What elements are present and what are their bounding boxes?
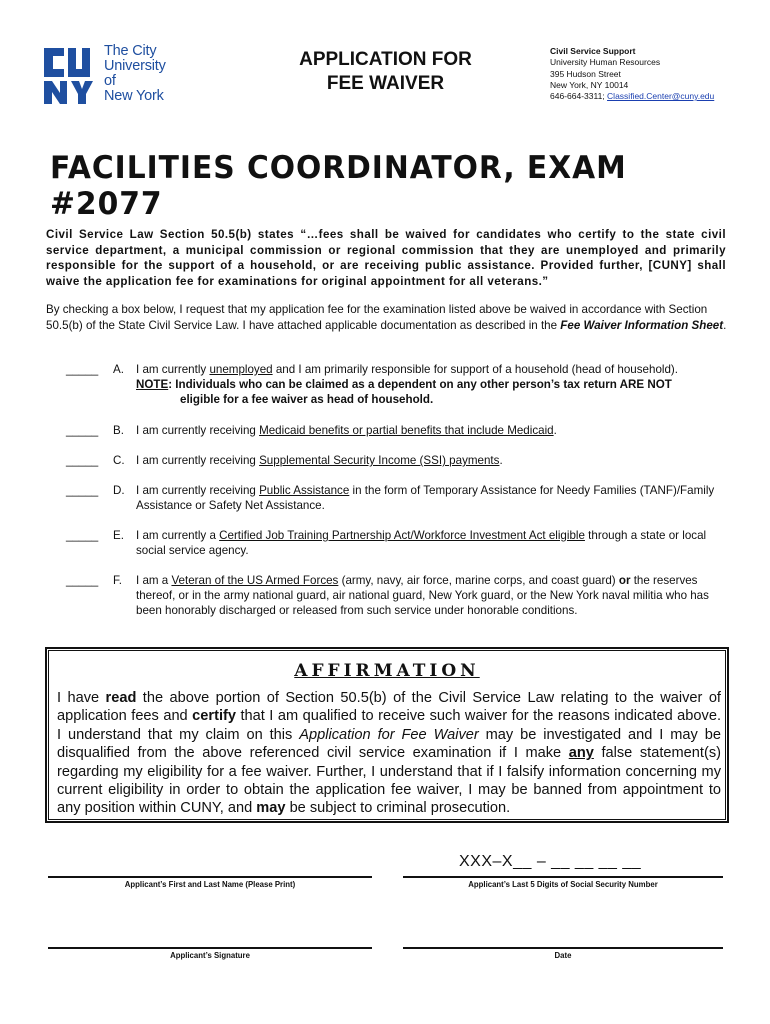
option-letter: D. <box>113 484 125 497</box>
option-letter: B. <box>113 424 124 437</box>
logo-line: New York <box>104 88 164 104</box>
option-e-text <box>136 528 726 558</box>
date-caption: Date <box>554 951 572 960</box>
affirmation-title-text: AFFIRMATION <box>294 661 480 681</box>
option-text: through a state or local social service agency. <box>136 529 707 558</box>
option-a-text <box>136 362 726 408</box>
fee-waiver-sheet-ref: Fee Waiver Information Sheet <box>560 318 724 332</box>
ssn-caption: Applicant’s Last 5 Digits of Social Security Number <box>468 880 658 889</box>
name-caption: Applicant’s First and Last Name (Please Print) <box>124 880 296 889</box>
option-e-criterion: Certified Job Training Partnership Act/Workforce Investment Act eligible <box>219 529 585 542</box>
option-text-or: or <box>618 574 631 587</box>
law-quote: Civil Service Law Section 50.5(b) states “…fees shall be waived for candidates who certify to the state civil service department, a municipal commission or regional commission that they are unemployed and primarily responsible for the support of a household, or are receiving public assistance. Provided further, [CUNY] shall waive the application fee for examinations for original appointment for all veterans.” <box>46 228 726 288</box>
intro-text: By checking a box below, I request that my application fee for the examination listed above be waived in accordance with Section 50.5(b) of the State Civil Service Law. I have attached applicable documentation as described in the <box>46 303 708 332</box>
option-a-criterion: unemployed <box>209 363 273 376</box>
option-letter: C. <box>113 454 125 467</box>
contact-phone: 646-664-3311; <box>550 91 605 102</box>
affirmation-title <box>49 661 725 681</box>
option-b <box>66 423 726 439</box>
affirmation-emph: read <box>105 690 137 706</box>
intro-end: . <box>723 318 727 332</box>
option-f-checkbox-blank[interactable]: _____ <box>66 574 99 587</box>
affirmation-emph: may <box>256 800 286 817</box>
option-c-text <box>136 453 726 468</box>
option-e <box>66 528 726 560</box>
form-title <box>268 48 503 96</box>
option-text: I am currently <box>136 363 210 376</box>
contact-line: University Human Resources <box>550 57 661 68</box>
option-f-criterion: Veteran of the US Armed Forces <box>171 574 339 587</box>
option-d-text <box>136 483 726 513</box>
ssn-input-line[interactable] <box>403 876 723 878</box>
contact-line: New York, NY 10014 <box>550 79 629 90</box>
logo-line: of <box>104 73 116 89</box>
option-d <box>66 483 726 515</box>
logo-line: University <box>104 58 166 74</box>
option-text: . <box>553 424 557 437</box>
option-a-checkbox-blank[interactable]: _____ <box>66 363 99 376</box>
option-text: I am a <box>136 574 172 587</box>
date-input-line[interactable] <box>403 947 723 949</box>
option-text: . <box>499 454 503 467</box>
option-letter: F. <box>113 574 123 587</box>
note-text: eligible for a fee waiver as head of household. <box>180 393 434 407</box>
affirmation-segment: that I am qualified to receive such waiver for the reasons indicated above. I understand that my claim on this <box>57 708 721 743</box>
option-c-criterion: Supplemental Security Income (SSI) payments <box>259 454 500 467</box>
option-text: (army, navy, air force, marine corps, and coast guard) <box>338 574 619 587</box>
affirmation-text <box>57 689 721 818</box>
option-a <box>66 362 726 407</box>
option-text: I am currently receiving <box>136 484 260 497</box>
form-title-line2: FEE WAIVER <box>326 73 445 94</box>
option-b-checkbox-blank[interactable]: _____ <box>66 424 99 437</box>
option-b-text <box>136 423 726 438</box>
logo-wordmark <box>104 44 166 104</box>
affirmation-segment: be subject to criminal prosecution. <box>285 800 511 817</box>
option-b-criterion: Medicaid benefits or partial benefits that include Medicaid <box>259 424 554 437</box>
contact-block <box>550 46 714 102</box>
option-d-checkbox-blank[interactable]: _____ <box>66 484 99 497</box>
contact-phone-email <box>550 91 714 102</box>
option-e-checkbox-blank[interactable]: _____ <box>66 529 99 542</box>
signature-caption: Applicant’s Signature <box>170 951 250 960</box>
affirmation-segment: the above portion of Section 50.5(b) of the Civil Service Law relating to the waiver of application fees and <box>57 690 721 725</box>
intro-paragraph <box>46 302 730 333</box>
option-text: the reserves thereof, or in the army national guard, air national guard, New York guard, or the New York naval militia who has been honorably discharged or released from such service under honorable conditions. <box>136 574 709 618</box>
option-text: I am currently receiving <box>136 454 260 467</box>
name-input-line[interactable] <box>48 876 372 878</box>
affirmation-segment: I have <box>57 690 106 706</box>
contact-heading: Civil Service Support <box>550 46 636 56</box>
affirmation-segment: false statement(s) regarding my eligibility for a fee waiver. Further, I understand that if I falsify information concerning my current eligibility in order to obtain the application fee waiver, I may be banned from appointment to any position within CUNY, and <box>57 745 721 817</box>
contact-line: 395 Hudson Street <box>550 68 621 79</box>
option-c-checkbox-blank[interactable]: _____ <box>66 454 99 467</box>
option-letter: E. <box>113 529 124 542</box>
option-f-text <box>136 573 726 619</box>
affirmation-inner-border <box>48 650 726 820</box>
affirmation-emph: any <box>568 745 594 762</box>
option-d-criterion: Public Assistance <box>259 484 350 497</box>
ssn-template: XXX–X__ – __ __ __ __ <box>459 853 642 870</box>
note-text: : Individuals who can be claimed as a dependent on any other person’s tax return ARE NOT <box>168 378 672 392</box>
option-letter: A. <box>113 363 124 376</box>
contact-email-link[interactable]: Classified.Center@cuny.edu <box>607 91 715 102</box>
cuny-logo-mark <box>42 44 98 106</box>
signature-input-line[interactable] <box>48 947 372 949</box>
option-f <box>66 573 726 637</box>
cuny-logo <box>42 44 172 106</box>
option-text: in the form of Temporary Assistance for Needy Families (TANF)/Family Assistance or Safety Net Assistance. <box>136 484 715 513</box>
form-title-line1: APPLICATION FOR <box>299 49 472 70</box>
affirmation-emph: Application for Fee Waiver <box>299 726 479 743</box>
logo-line: The City <box>104 43 157 59</box>
affirmation-segment: may be investigated and I may be disqualified from the above referenced civil service examination if I make <box>57 726 721 762</box>
option-text: I am currently receiving <box>136 424 260 437</box>
option-text: I am currently a <box>136 529 220 542</box>
option-text: and I am primarily responsible for support of a household (head of household). <box>272 363 678 376</box>
exam-title: FACILITIES COORDINATOR, EXAM #2077 <box>50 150 627 222</box>
option-c <box>66 453 726 469</box>
affirmation-box <box>45 647 729 823</box>
note-label: NOTE <box>136 378 169 392</box>
affirmation-emph: certify <box>192 708 236 725</box>
